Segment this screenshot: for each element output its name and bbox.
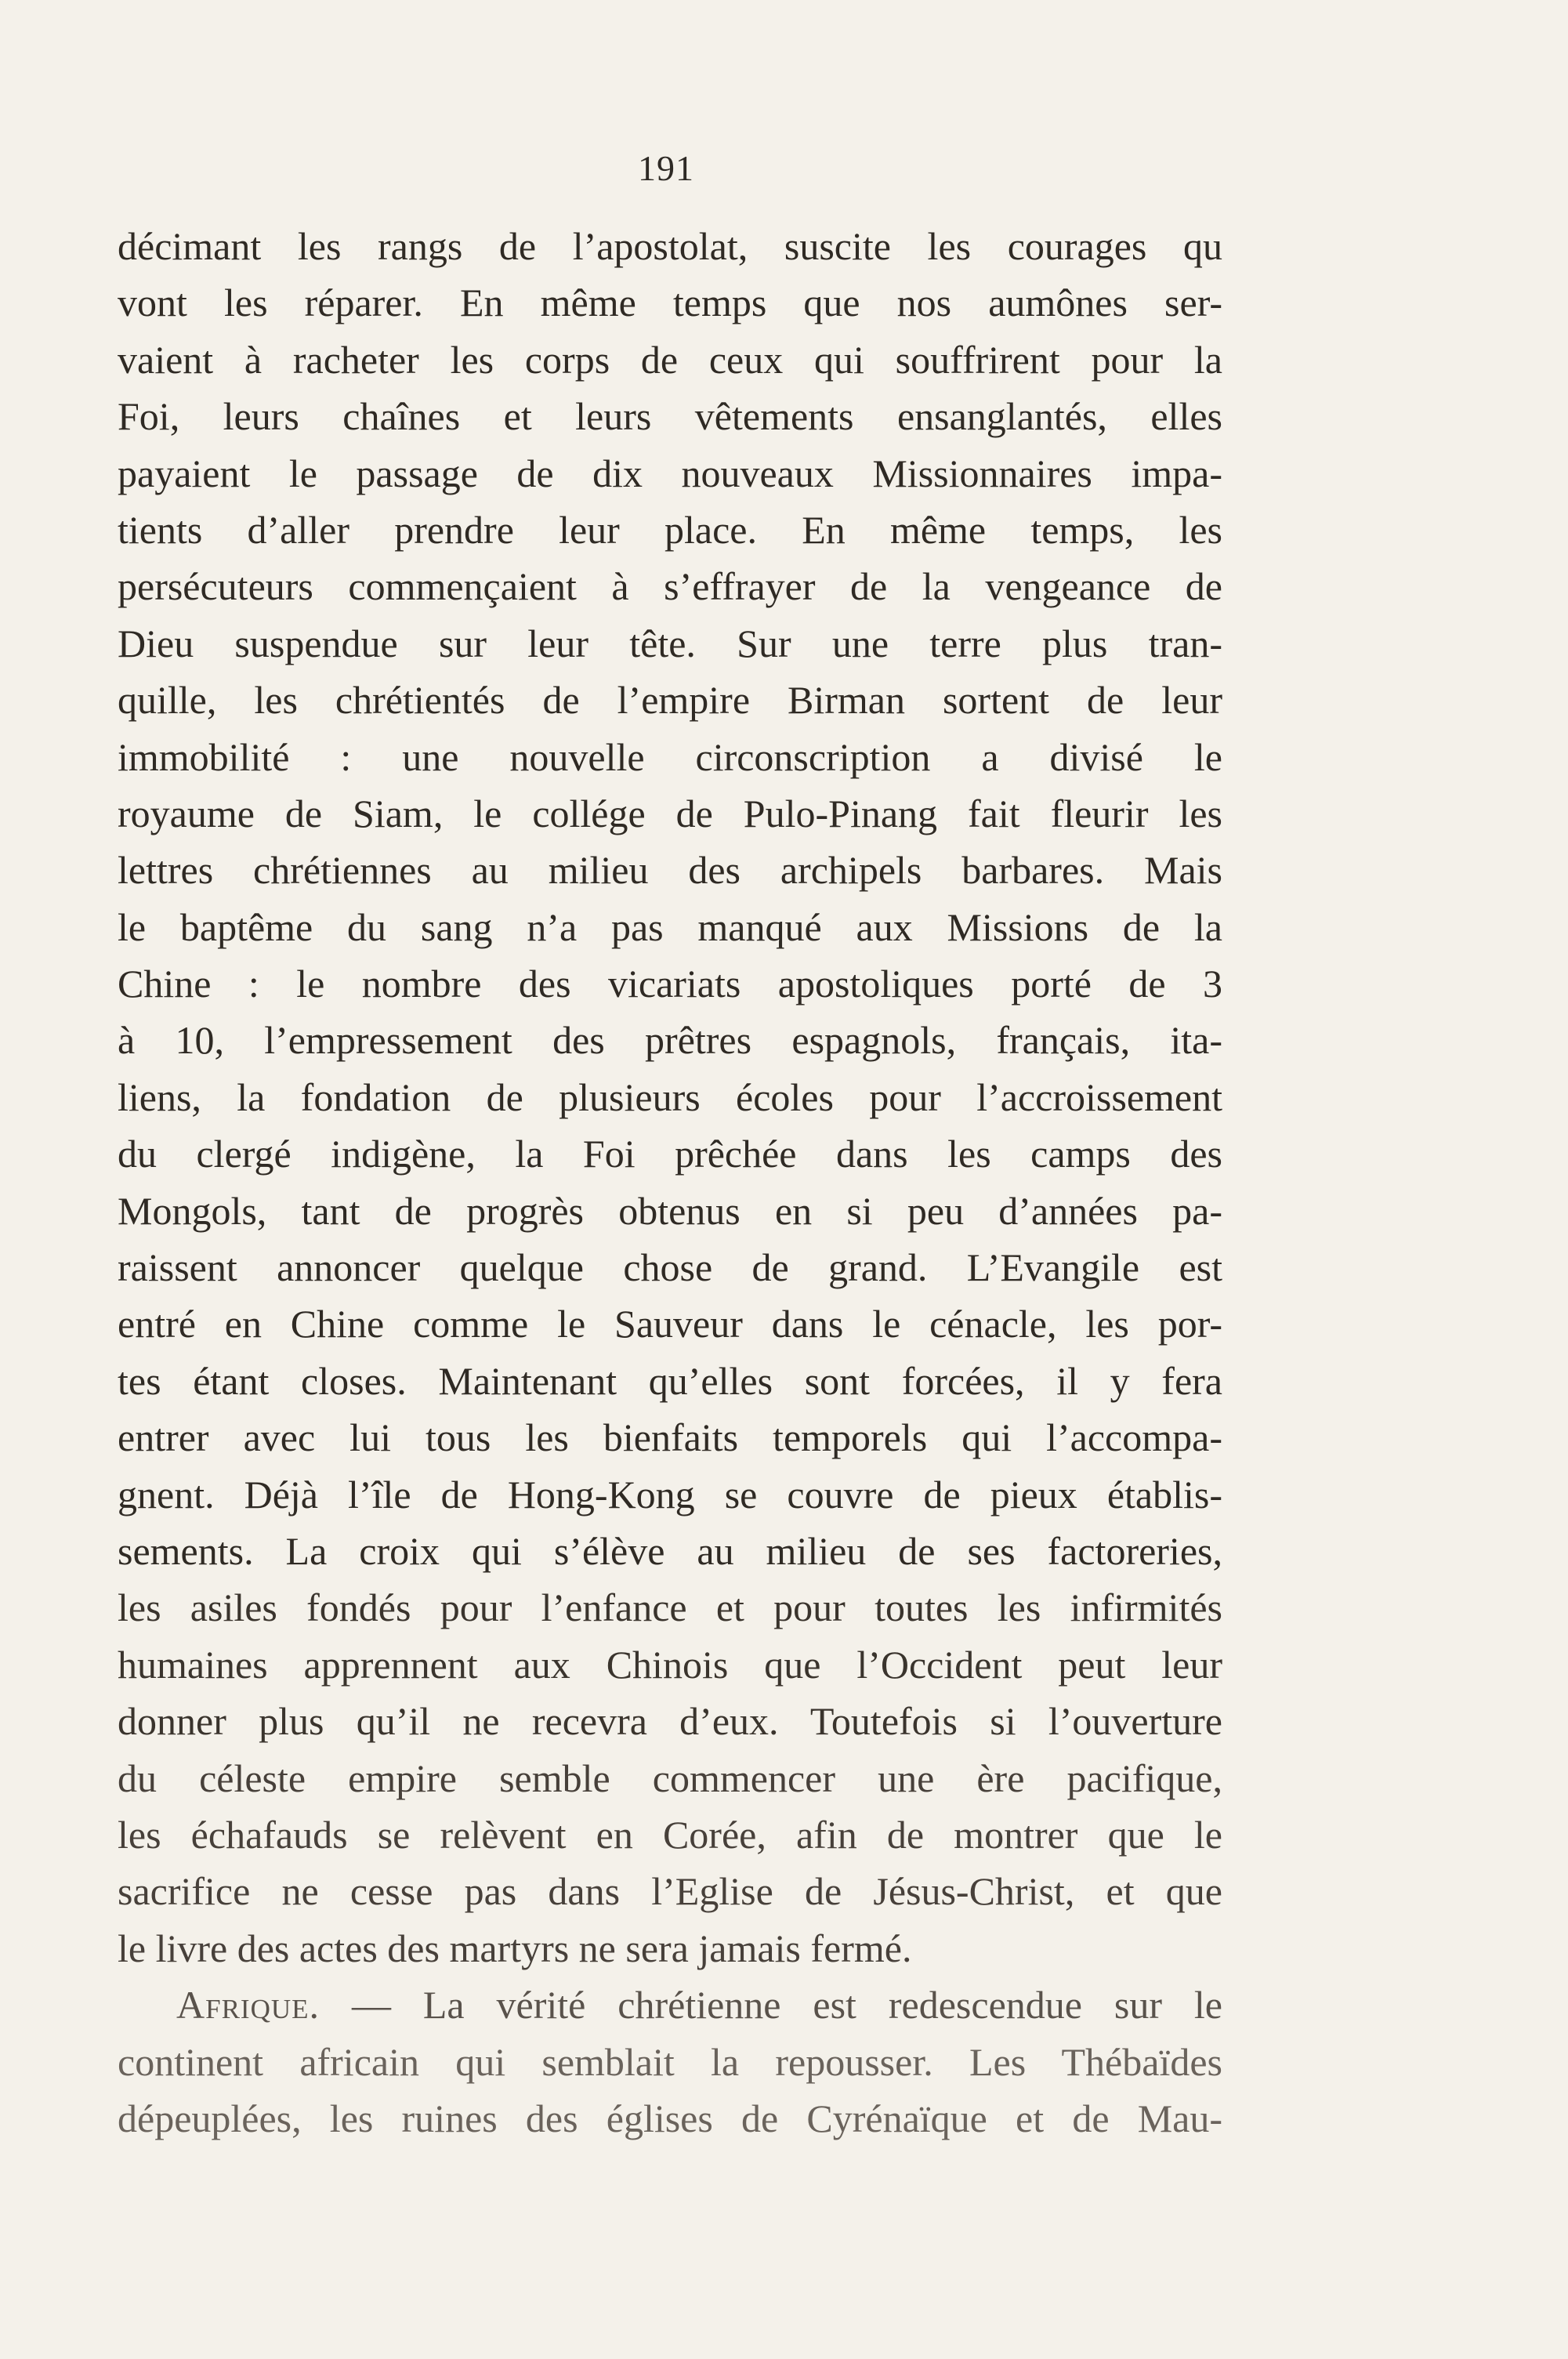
text-line: entré en Chine comme le Sauveur dans le cénacle, les por- [118,1302,1222,1346]
text-line: du clergé indigène, la Foi prêchée dans les camps des [118,1132,1222,1176]
text-line: vaient à racheter les corps de ceux qui souffrirent pour la [118,337,1222,382]
text-line: sements. La croix qui s’élève au milieu de ses factoreries, [118,1528,1222,1573]
text-line: les asiles fondés pour l’enfance et pour toutes les infirmités [118,1585,1222,1630]
text-line: quille, les chrétientés de l’empire Birman sortent de leur [118,678,1222,723]
text-line: tes étant closes. Maintenant qu’elles sont forcées, il y fera [118,1358,1222,1403]
page-number: 191 [638,148,694,188]
text-line: royaume de Siam, le collége de Pulo-Pinang fait fleurir les [118,791,1222,835]
text-line: Dieu suspendue sur leur tête. Sur une terre plus tran- [118,621,1222,665]
text-line: Chine : le nombre des vicariats apostoliques porté de 3 [118,962,1222,1006]
paragraph-africa [118,1977,1222,2147]
text-line: continent africain qui semblait la repousser. Les Thébaïdes [118,2039,1222,2084]
text-line: entrer avec lui tous les bienfaits temporels qui l’accompa- [118,1415,1222,1460]
text-line: humaines apprennent aux Chinois que l’Occident peut leur [118,1642,1222,1687]
text-line: dépeuplées, les ruines des églises de Cyrénaïque et de Mau- [118,2096,1222,2140]
text-line: payaient le passage de dix nouveaux Missionnaires impa- [118,451,1222,495]
text-line: vont les réparer. En même temps que nos aumônes ser- [118,281,1222,325]
text-line: du céleste empire semble commencer une ère pacifique, [118,1756,1222,1800]
text-line: liens, la fondation de plusieurs écoles pour l’accroissement [118,1074,1222,1119]
text-line: décimant les rangs de l’apostolat, suscite les courages qu [118,224,1222,268]
text-line: immobilité : une nouvelle circonscription a divisé le [118,734,1222,779]
text-segment: — La vérité chrétienne est redescendue sur le [320,1983,1222,2027]
text-line: les échafauds se relèvent en Corée, afin de montrer que le [118,1812,1222,1857]
text-line: donner plus qu’il ne recevra d’eux. Toutefois si l’ouverture [118,1699,1222,1744]
text-line: Mongols, tant de progrès obtenus en si peu d’années pa- [118,1188,1222,1233]
text-line: persécuteurs commençaient à s’effrayer de la vengeance de [118,564,1222,609]
text-line: Foi, leurs chaînes et leurs vêtements ensanglantés, elles [118,394,1222,439]
section-heading-afrique: Afrique. [176,1983,320,2027]
text-line [118,1977,1222,2033]
text-line: gnent. Déjà l’île de Hong-Kong se couvre de pieux établis- [118,1472,1222,1516]
text-line: tients d’aller prendre leur place. En même temps, les [118,507,1222,552]
text-line: raissent annoncer quelque chose de grand. L’Evangile est [118,1245,1222,1290]
text-line: sacrifice ne cesse pas dans l’Eglise de Jésus-Christ, et que [118,1869,1222,1914]
body-text [118,218,1222,2147]
text-line: le baptême du sang n’a pas manqué aux Missions de la [118,904,1222,949]
text-line: à 10, l’empressement des prêtres espagnols, français, ita- [118,1018,1222,1063]
text-line: le livre des actes des martyrs ne sera jamais fermé. [118,1926,912,1970]
paragraph-asia-missions [118,218,1222,1977]
text-line: lettres chrétiennes au milieu des archipels barbares. Mais [118,848,1222,893]
